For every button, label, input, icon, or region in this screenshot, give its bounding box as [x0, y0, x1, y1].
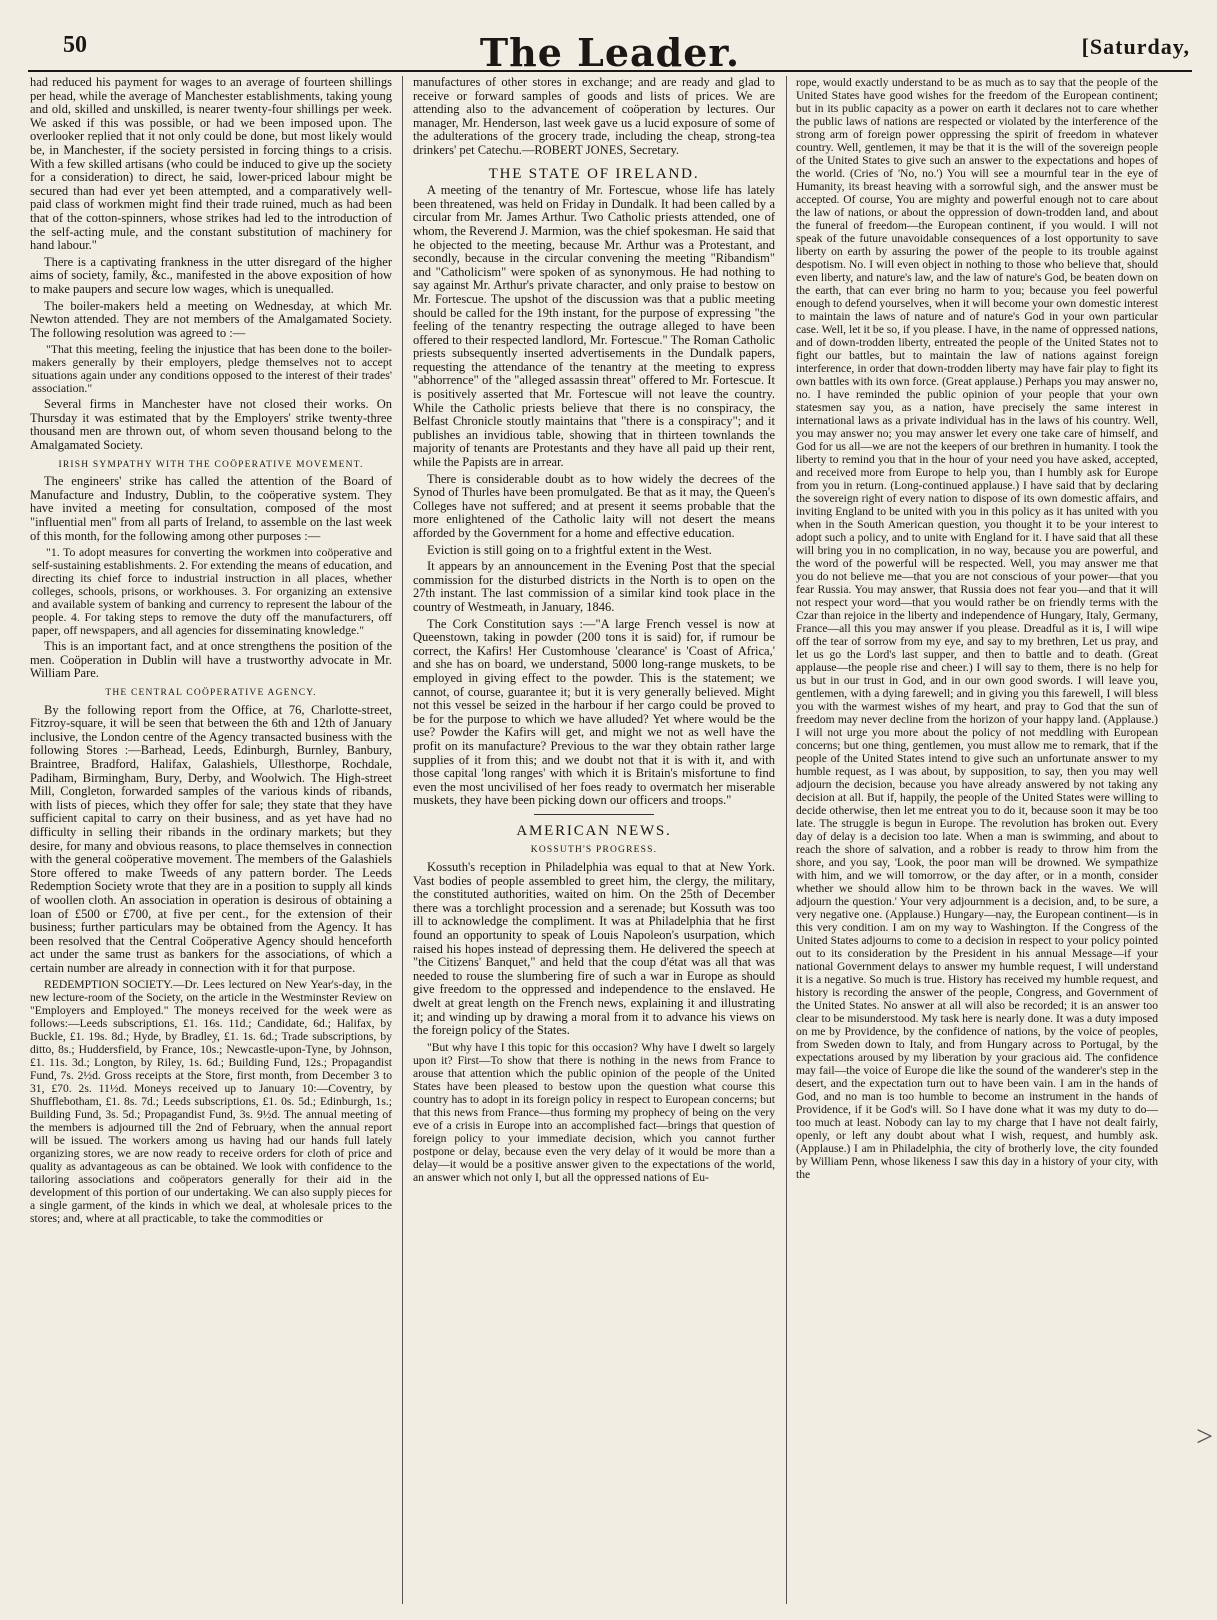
paragraph: had reduced his payment for wages to an average of fourteen shillings per head, while the average of Manchester establishments, taking young and old, skilled and unskilled, is nearer twenty-four shillings per week. We asked if this was possible, or had we been imposed upon. The overlooker replied that it not only could be done, but most likely would be, in Manchester, if the society persisted in forcing things to a crisis. With a few skilled artisans (who could be induced to give up the society for a consideration) to direct, he said, lower-priced labour might be secured than had ever yet been attempted, and a comparatively well-paid class of workmen might find their trade ruined, much as had been that of the cotton-spinners, whose strikes had led to the introduction of the self-acting mule, and the constant substitution of machinery for hand labour." — [30, 76, 392, 253]
paragraph: By the following report from the Office, at 76, Charlotte-street, Fitzroy-square, it will be seen that between the 6th and 12th of January inclusive, the London centre of the Agency transacted business with the following Stores :—Barhead, Leeds, Edinburgh, Burnley, Banbury, Braintree, Bradford, Halifax, Galashiels, Ullesthorpe, Rochdale, Padiham, Birmingham, Bury, Derby, and Woolwich. The High-street Mill, Congleton, forwarded samples of the various kinds of ribands, with lists of pieces, which they offer for sale; they state that they have sufficient capital to carry on their business, and as yet have had no difficulty in selling their ribands in the ordinary markets; but they desire, for many and obvious reasons, to place themselves in connection with the general coöperative movement. The members of the Galashiels Store offered to make Tweeds of any pattern border. The Leeds Redemption Society wrote that they are in a position to supply all kinds of woollen cloth. An association in operation is desirous of obtaining a loan of £500 or £700, at five per cent., for the extension of their business; further particulars may be obtained from the Agency. It has been resolved that the Central Coöperative Agency should henceforth act under the same trust as bankers for the associations, of which a certain number are already in connection with it for that purpose. — [30, 702, 392, 975]
quoted-resolution: "That this meeting, feeling the injustice that has been done to the boiler-makers generally by their employers, pledge themselves not to accept situations again under any conditions opposed to the interest of their trades' association." — [32, 342, 392, 396]
column-1 — [30, 76, 392, 1604]
section-rule — [534, 814, 654, 815]
paragraph: Eviction is still going on to a frightful extent in the West. — [427, 542, 712, 557]
issue-day: [Saturday, — [1081, 34, 1190, 59]
paragraph: manufactures of other stores in exchange; and are ready and glad to receive or forward samples of goods and lists of prices. We are attending also to the advancement of coöperation by lectures. Our manager, Mr. Henderson, last week gave us a lucid exposure of some of the adulterations of the grocery trade, including the cheap, strong-tea drinkers' pet Catechu.—ROBERT JONES, Secretary. — [413, 76, 775, 157]
column-divider — [402, 76, 403, 1604]
paragraph: The boiler-makers held a meeting on Wednesday, at which Mr. Newton attended. They are not members of the Amalgamated Society. The following resolution was agreed to :— — [30, 298, 392, 340]
header-rule — [28, 70, 1192, 72]
column-3 — [796, 76, 1158, 1604]
newspaper-title: The Leader. — [479, 30, 741, 75]
paragraph: The Cork Constitution says :—"A large French vessel is now at Queenstown, taking in powder (200 tons it is said) for, if rumour be correct, the Kafirs! Her Customhouse 'clearance' is 'Coast of Africa,' and she has on board, we understand, 5000 long-range muskets, to be employed in giving effect to the powder. This is the statement; we cannot, of course, guarantee it; but it is very generally believed. Might not this vessel be seized in the harbour if her cargo could be proved to be for the purpose to which we have alluded? Yet where would be the use? Powder the Kafirs will get, and might we not as well have the profit on its manufacture? Previous to the war they obtain rather large supplies of it from this; and we doubt not that it is with it, and with those capital 'long ranges' with which it is Britain's misfortune to find even the most uncivilised of her foes ready to overmatch her miserable muskets, they have been picking down our officers and troops." — [413, 616, 775, 808]
quoted-purposes: "1. To adopt measures for converting the workmen into coöperative and self-sustaining establishments. 2. For extending the means of education, and directing its chief force to industrial instruction in all places, whether colleges, schools, prisons, or workhouses. 3. For organizing an extensive and available system of banking and currency to represent the labour of the people. 4. For taking steps to remove the duty off the manufacturers, off paper, off newspapers, and all agencies for disseminating knowledge." — [32, 545, 392, 638]
paragraph: The engineers' strike has called the attention of the Board of Manufacture and Industry, Dublin, to the coöperative system. They have invited a meeting for consultation, composed of the most "influential men" from all parts of Ireland, to assemble on the last week of this month, for the following among other purposes :— — [30, 474, 392, 543]
paragraph: There is a captivating frankness in the utter disregard of the higher aims of society, family, &c., manifested in the above exposition of how to make paupers and secure low wages, which is unequalled. — [30, 254, 392, 296]
column-2 — [413, 76, 775, 1604]
page-number: 50 — [63, 32, 87, 58]
paragraph: A meeting of the tenantry of Mr. Fortescue, whose life has lately been threatened, was held on Friday in Dundalk. It had been called by a circular from Mr. James Arthur. Two Catholic priests attended, one of whom, the Reverend J. Marmion, was the chief spokesman. He said that he objected to the meeting, because Mr. Arthur was a Protestant, and secondly, because in the circular convening the meeting "Ribandism" and "Catholicism" were spoken of as synonymous. He had nothing to say against Mr. Arthur's private character, and only praise to bestow on Mr. Fortescue. The upshot of the discussion was that a public meeting should be called for the 19th instant, for the purpose of expressing "the feeling of the tenantry respecting the outrage alleged to have been offered to their respected landlord, Mr. Fortescue." The Roman Catholic priests subsequently inserted advertisements in the Dundalk papers, requesting the attendance of the tenantry at the meeting to express "abhorrence" of the "alleged assassin threat" offered to Mr. Fortescue. It is positively asserted that Mr. Fortescue will not leave the country. While the Catholic priests believe that there is no conspiracy, the Belfast Chronicle stoutly maintains that "there is a conspiracy"; and it publishes an invidious table, showing that in thirteen townlands the majority of tenants are Protestants and they have all paid up their rent, while the Papists are in arrear. — [413, 183, 775, 470]
subheading: THE CENTRAL COÖPERATIVE AGENCY. — [105, 688, 317, 698]
column-divider — [786, 76, 787, 1604]
page-edge-mark: > — [1196, 1420, 1213, 1453]
subheading: IRISH SYMPATHY WITH THE COÖPERATIVE MOVEMENT. — [58, 459, 364, 470]
quoted-speech: rope, would exactly understand to be as much as to say that the people of the United States have good wishes for the freedom of the European continent; but in its public capacity as a power on earth it declares not to care whether the public laws of nations are respected or violated by the interference of the strong arm of foreign power oppressing the spirit of freedom in whatever country. Well, gentlemen, it may be that it is the will of the sovereign people of the United States to give such an answer to the expectations and hopes of the world. (Cries of 'No, no.') You will see a mournful tear in the eye of Humanity, its breast heaving with a sorrowful sigh, and the answer must be accepted. Of course, You are mighty and powerful enough not to care about the law of nations, or about the oppression of down-trodden land, and about the funeral of freedom—the European continent, if you would. I will not speak of the future unavoidable consequences of a lost opportunity to save liberty on earth by assuring the power of the people to its trouble against despotism. No. I will even object in nothing to those who believe that, should even liberty, and nature's law, and the law of nature's God, be beaten down on the earth, that can ever bring no harm to you; because you feel powerful enough to defend yourselves, when it will become your own domestic interest to maintain the laws of nature and of nature's God in your own particular case. Well, let it be so, if you please. I have, in the name of oppressed nations, and of down-trodden liberty, entreated the people of the United States not to fight our battles, but to maintain the law of nations against foreign interference, in order that down-trodden liberty may have fair play to fight its own battles with its own force. (Great applause.) Perhaps you may answer no, no. I have reminded the public opinion of your people that your own statesmen say you, as a nation, have precisely the same interest in international laws as a private individual has in the laws of his country. Well, you may answer no; you may answer let every one take care of himself, and God for us all—we are not the keepers of our brethren in humanity. I took the liberty to remind you that in the hour of your need you have asked, accepted, and received more from Europe to help you, than I humbly ask for Europe from you in return. (Long-continued applause.) I have said that by declaring the sovereign right of every nation to dispose of its own domestic affairs, and inviting England to be united with you in this policy as it has united with you when in the South American question, you thought it to be your interest to adopt such a policy, and to unite with England for it. I have said that all these will bring you in no complication, in no way, because you are powerful, and the word of the powerful will be respected. Well, you may answer me that you do not believe me—that you are not conscious of your power—that you fear Russia. You may answer, that Russia does not fear you—and that it will not respect your word—that you would rather be on friendly terms with the Czar than rejoice in the liberty and independence of Hungary, Italy, Germany, France—all this you may answer if you please. Dreadful as it is, I will wipe off the tear of sorrow from my eye, and say to my brethren, Let us pray, and let us go the Lord's last supper, and then to battle and to death. (Great applause—the people rise and cheer.) I will say to them, there is no help for us but in our trust in God, and in our own good swords. I will leave you, gentlemen, with a dying farewell; and in giving you this farewell, I will bless you with the warmest wishes of my heart, and pray to God that the sun of freedom may never decline from the horizon of your happy land. (Applause.) I will not urge you more about the policy of not meddling with European concerns; but one thing, gentlemen, you must allow me to remark, that if the people of the United States intend to give such an unfortunate answer to my humble request, as I was about, by supposition, to say, then you may well adjourn the decision, because you have already answered by not taking any decision at all. But if, happily, the people of the United States were willing to decide otherwise, then let me entreat you to do it, because soon it may be too late. The struggle is begun in Europe. The revolution has broken out. Every day of delay is a decision too late. When a man is swimming, and about to reach the shore of salvation, and a robber is ready to throw him from the shore, and you say, 'Look, the poor man will be drowned. We sympathize with him, and we will tomorrow, or the day after, or in a month, consider whether we should allow him to be thrown back in the waves. We will adjourn the question.' Your very adjournment is a decision, and, to be sure, a very negative one. (Applause.) Hungary—nay, the European continent—is in this very condition. I am on my way to Washington. If the Congress of the United States adjourns to come to a decision in respect to your policy pointed out to its consideration by the President in his annual Message—if your national Government delays to answer my humble request, I will understand it is a negative. So much is true. History has received my humble request, and history is recording the answer of the people, Congress, and Government of the United States. No answer at all will also be recorded; it is an answer too clear to be misunderstood. My task here is nearly done. It was a duty imposed on me by Providence, by the confidence of nations, by the voice of peoples, from Sweden down to Italy, and from Hungary across to Portugal, by the expectations aroused by my liberation by your gracious aid. The confidence may fail—the voice of Europe die like the sound of the wanderer's step in the desert, and the expectation turn out to have been vain. I am in the hands of God, and no man is too humble to become an instrument in the hands of Providence, if it be God's will. So I have done what it was my duty to do—too much at least. Nobody can lay to my charge that I have not dealt fairly, openly, or left any doubt about what I wish, request, and humbly ask. (Applause.) I am in Philadelphia, the city of brotherly love, the city founded by William Penn, whose likeness I saw this day in a history of your city, with the — [796, 76, 1158, 1181]
paragraph: It appears by an announcement in the Evening Post that the special commission for the disturbed districts in the North is to open on the 27th instant. The last commission of a similar kind took place in the country of Westmeath, in January, 1846. — [413, 559, 775, 614]
paragraph: Several firms in Manchester have not closed their works. On Thursday it was estimated that by the Employers' strike twenty-three thousand men are thrown out, of whom seven thousand belong to the Amalgamated Society. — [30, 397, 392, 453]
section-heading: THE STATE OF IRELAND. — [488, 165, 700, 182]
paragraph: REDEMPTION SOCIETY.—Dr. Lees lectured on New Year's-day, in the new lecture-room of the Society, on the article in the Westminster Review on "Employers and Employed." The moneys received for the week were as follows:—Leeds subscriptions, £1. 16s. 11d.; Candidate, 6d.; Halifax, by Buckle, £1. 19s. 8d.; Hyde, by Bradley, £1. 1s. 6d.; Trade subscriptions, by ditto, 8s.; Huddersfield, by France, 10s.; Newcastle-upon-Tyne, by Johnson, £1. 11s. 3d.; Longton, by Riley, 1s. 6d.; Building Fund, 12s.; Propagandist Fund, 7s. 2½d. Gross receipts at the Store, first month, from December 3 to 31, £70. 2s. 11½d. Moneys received up to January 10:—Coventry, by Shufflebotham, £1. 8s. 7d.; Leeds subscriptions, £1. 0s. 5d.; Edinburgh, 1s.; Building Fund, 3s. 5d.; Propagandist Fund, 3s. 9½d. The annual meeting of the members is adjourned till the 2nd of February, when the annual report will be issued. The workers among us having had our hands full lately organizing stores, we are now ready to receive orders for cloth of price and quality as advantageous as can be obtained. We look with confidence to the tailoring associations and coöperators generally for their aid in the development of this portion of our undertaking. We can also supply pieces for a single garment, of the kinds in which we deal, at wholesale prices to the stores; and, where at all practicable, to take the commodities or — [30, 978, 392, 1226]
masthead — [30, 30, 1190, 74]
section-heading: AMERICAN NEWS. — [516, 822, 672, 839]
subheading: KOSSUTH'S PROGRESS. — [530, 845, 658, 856]
quoted-speech: "But why have I this topic for this occasion? Why have I dwelt so largely upon it? First—To show that there is nothing in the news from France to arouse that attention which the public opinion of the people of the United States have been pleased to bestow upon the question what course this country has to adopt in its foreign policy in respect to European concerns; but that this news from France—thus forming my prophecy of being on the very eve of a crisis in Europe into an accomplished fact—brings that question of foreign policy to your immediate decision, which you cannot further postpone or delay, because even the very delay of it would be more than a delay—it would be a positive answer given to the expectations of the world, an answer which not only I, but all the oppressed nations of Eu- — [413, 1040, 775, 1184]
paragraph: This is an important fact, and at once strengthens the position of the men. Coöperation in Dublin will have a trustworthy advocate in Mr. William Pare. — [30, 639, 392, 681]
paragraph: There is considerable doubt as to how widely the decrees of the Synod of Thurles have been promulgated. Be that as it may, the Queen's Colleges have not suffered; and at present it seems probable that the more enlightened of the Catholic laity will not desert the means afforded by the Government for a home and effective education. — [413, 471, 775, 540]
paragraph: Kossuth's reception in Philadelphia was equal to that at New York. Vast bodies of people assembled to greet him, the clergy, the military, the constituted authorities, waited on him. On the 25th of December there was a torchlight procession and a serenade; but Kossuth was too ill to acknowledge the compliment. It was at Philadelphia that he first found an opportunity to speak of Louis Napoleon's usurpation, which raised his hopes instead of depressing them. He delivered the speech at "the Citizens' Banquet," and held that the coup d'état was all that was needed to rouse the slumbering fire of such a war in Europe as should give freedom to the oppressed and independence to the enslaved. He dwelt at great length on the French news, explaining it and illustrating it; and winding up by drawing a moral from it to advance his views on the foreign policy of the States. — [413, 860, 775, 1038]
